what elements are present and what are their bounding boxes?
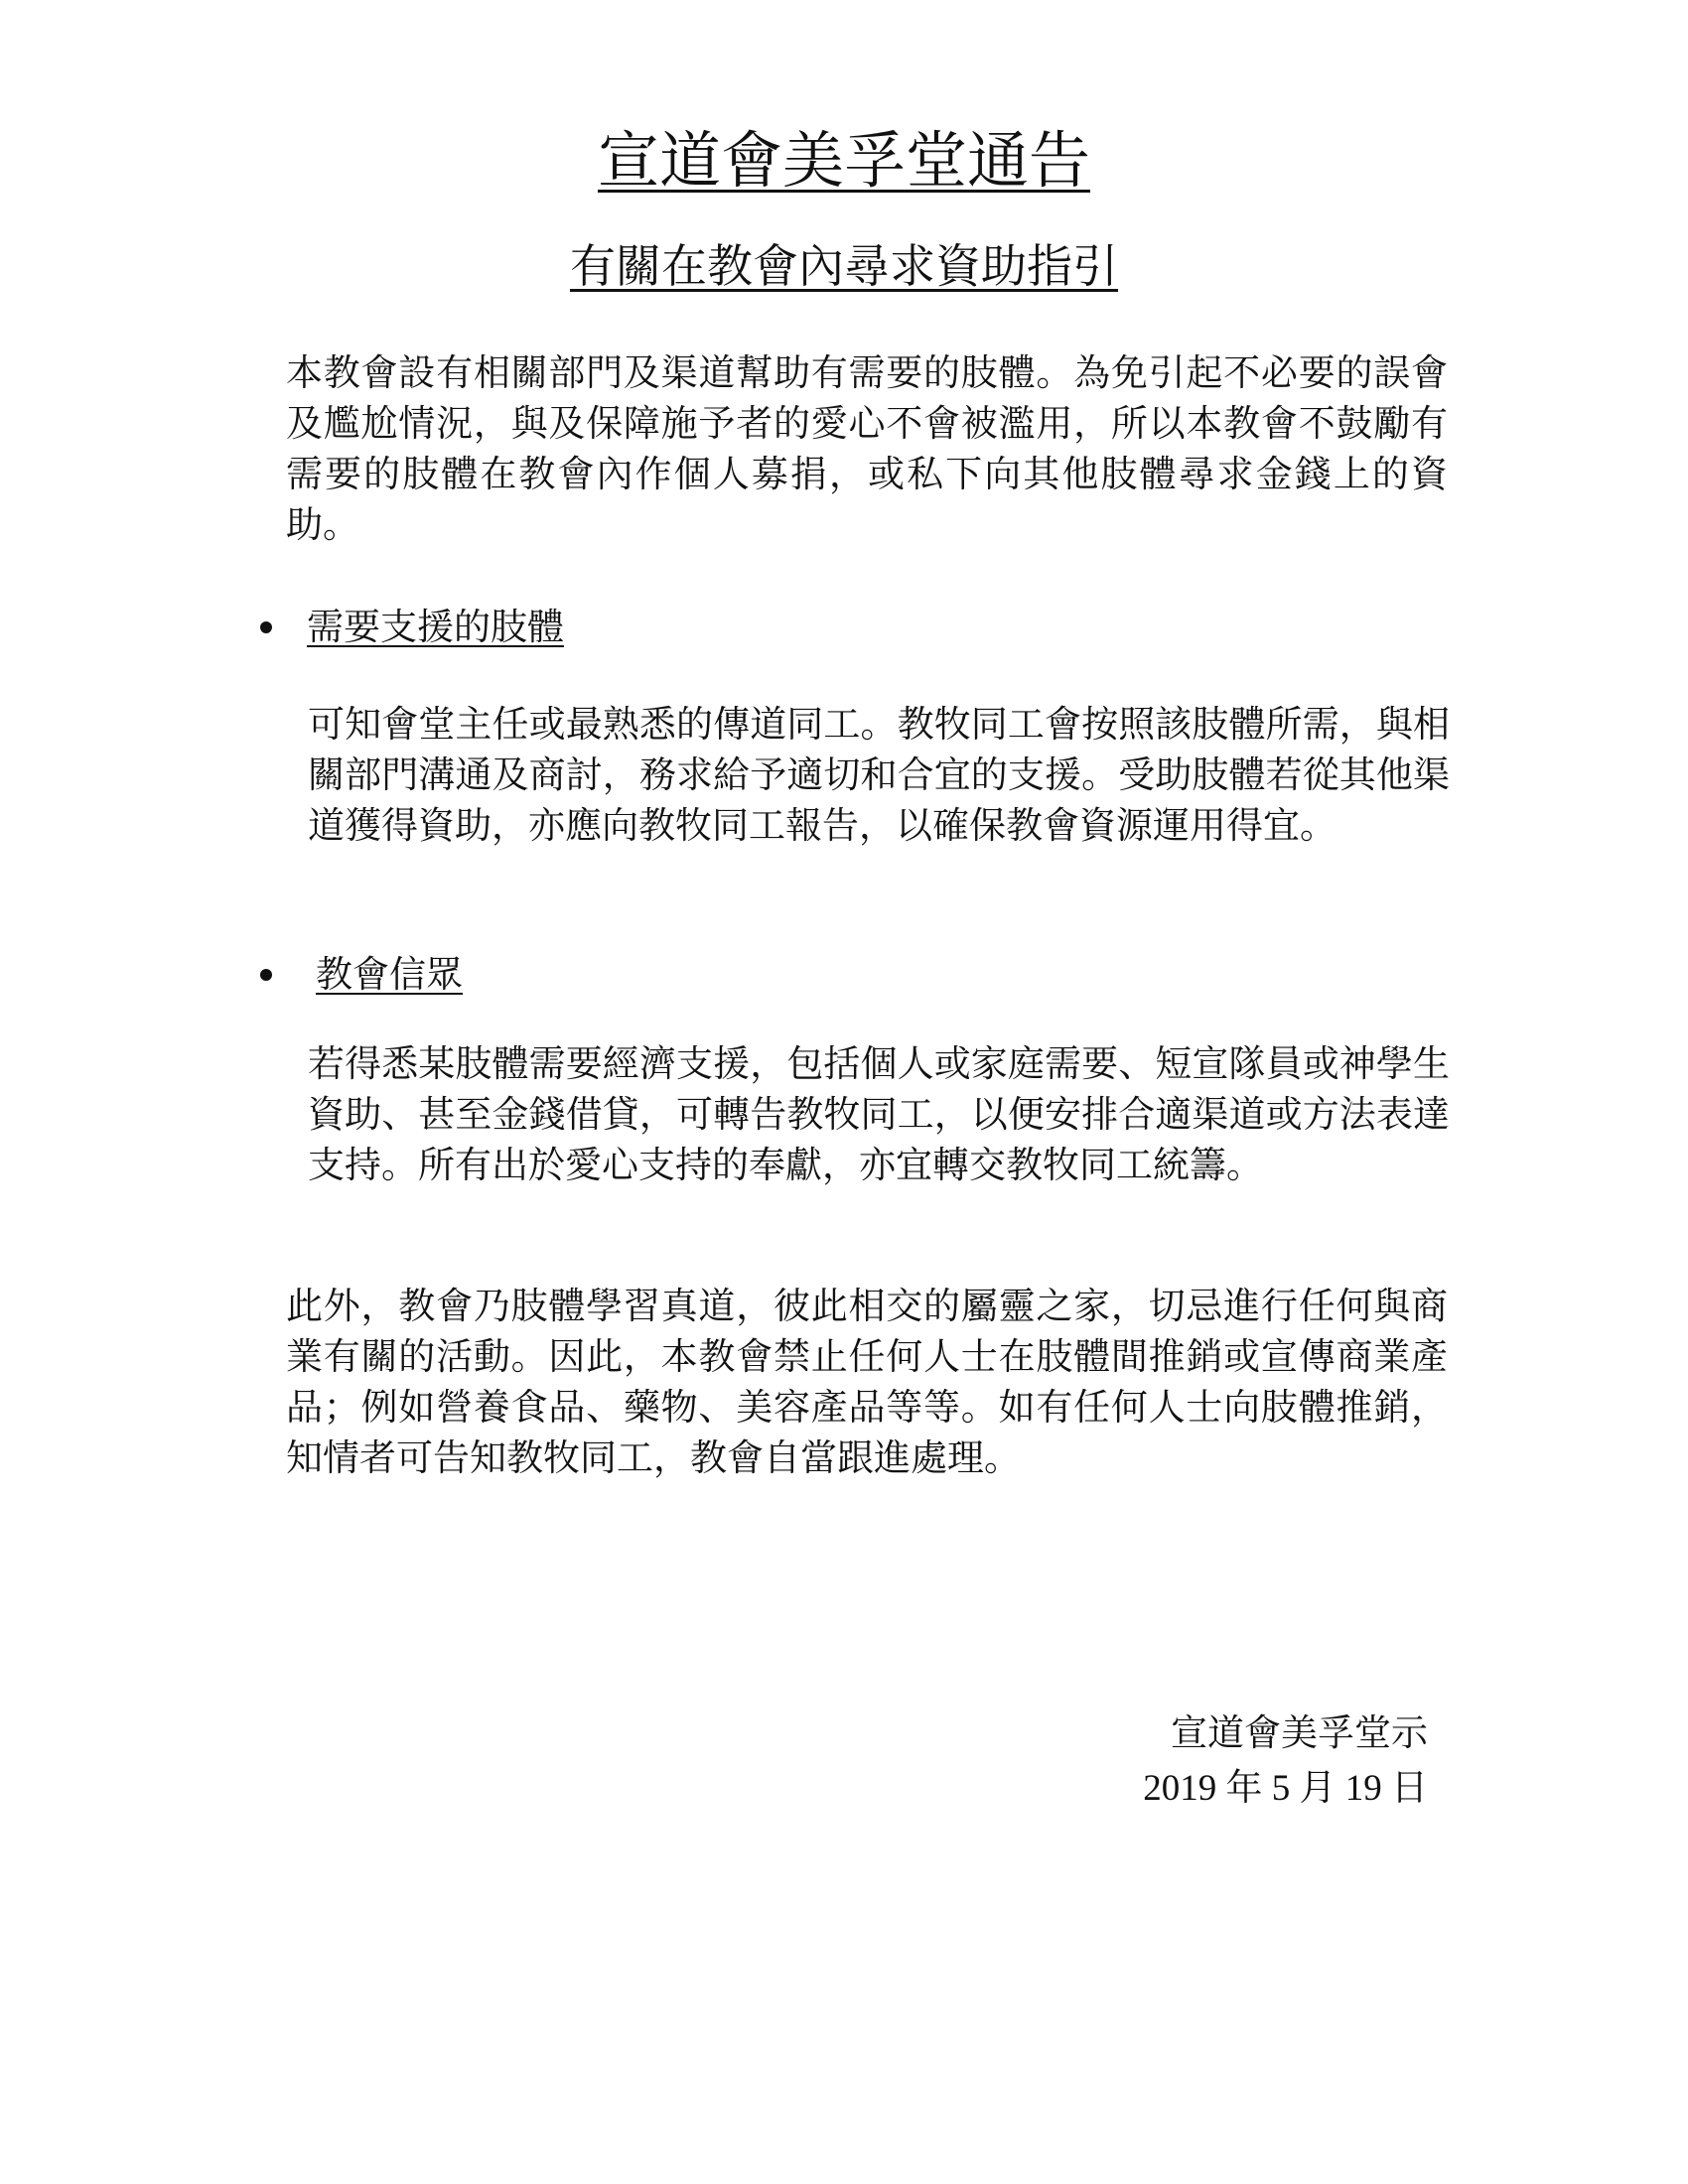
intro-paragraph: 本教會設有相關部門及渠道幫助有需要的肢體。為免引起不必要的誤會及尷尬情況，與及保障施予者的愛心不會被濫用，所以本教會不鼓勵有需要的肢體在教會內作個人募捐，或私下向其他肢體尋求金錢上的資助。 [286, 351, 1448, 546]
bullet-icon [260, 969, 272, 981]
section-body-needy-members: 可知會堂主任或最熟悉的傳道同工。教牧同工會按照該肢體所需，與相關部門溝通及商討，務求給予適切和合宜的支援。受助肢體若從其他渠道獲得資助，亦應向教牧同工報告，以確保教會資源運用得宜。 [308, 703, 1450, 847]
section-heading-label: 需要支援的肢體 [307, 606, 564, 648]
section-heading-needy-members [260, 602, 564, 652]
section-heading-label: 教會信眾 [316, 953, 463, 996]
notice-subtitle-text: 有關在教會內尋求資助指引 [570, 239, 1118, 293]
notice-subtitle [0, 234, 1688, 298]
signature-issuer: 宣道會美孚堂示 [1171, 1711, 1428, 1754]
bullet-icon [260, 621, 272, 633]
section-heading-congregation [260, 949, 463, 1000]
notice-title-text: 宣道會美孚堂通告 [597, 124, 1090, 197]
signature-block [1143, 1706, 1428, 1817]
section-body-congregation: 若得悉某肢體需要經濟支援，包括個人或家庭需要、短宣隊員或神學生資助、甚至金錢借貸，可轉告教牧同工，以便安排合適渠道或方法表達支持。所有出於愛心支持的奉獻，亦宜轉交教牧同工統籌。 [308, 1042, 1450, 1186]
signature-date: 2019 年 5 月 19 日 [1143, 1768, 1428, 1809]
commerce-paragraph: 此外，教會乃肢體學習真道，彼此相交的屬靈之家，切忌進行任何與商業有關的活動。因此，本教會禁止任何人士在肢體間推銷或宣傳商業產品；例如營養食品、藥物、美容產品等等。如有任何人士向肢體推銷，知情者可告知教牧同工，教會自當跟進處理。 [286, 1285, 1448, 1479]
notice-title [0, 121, 1688, 201]
